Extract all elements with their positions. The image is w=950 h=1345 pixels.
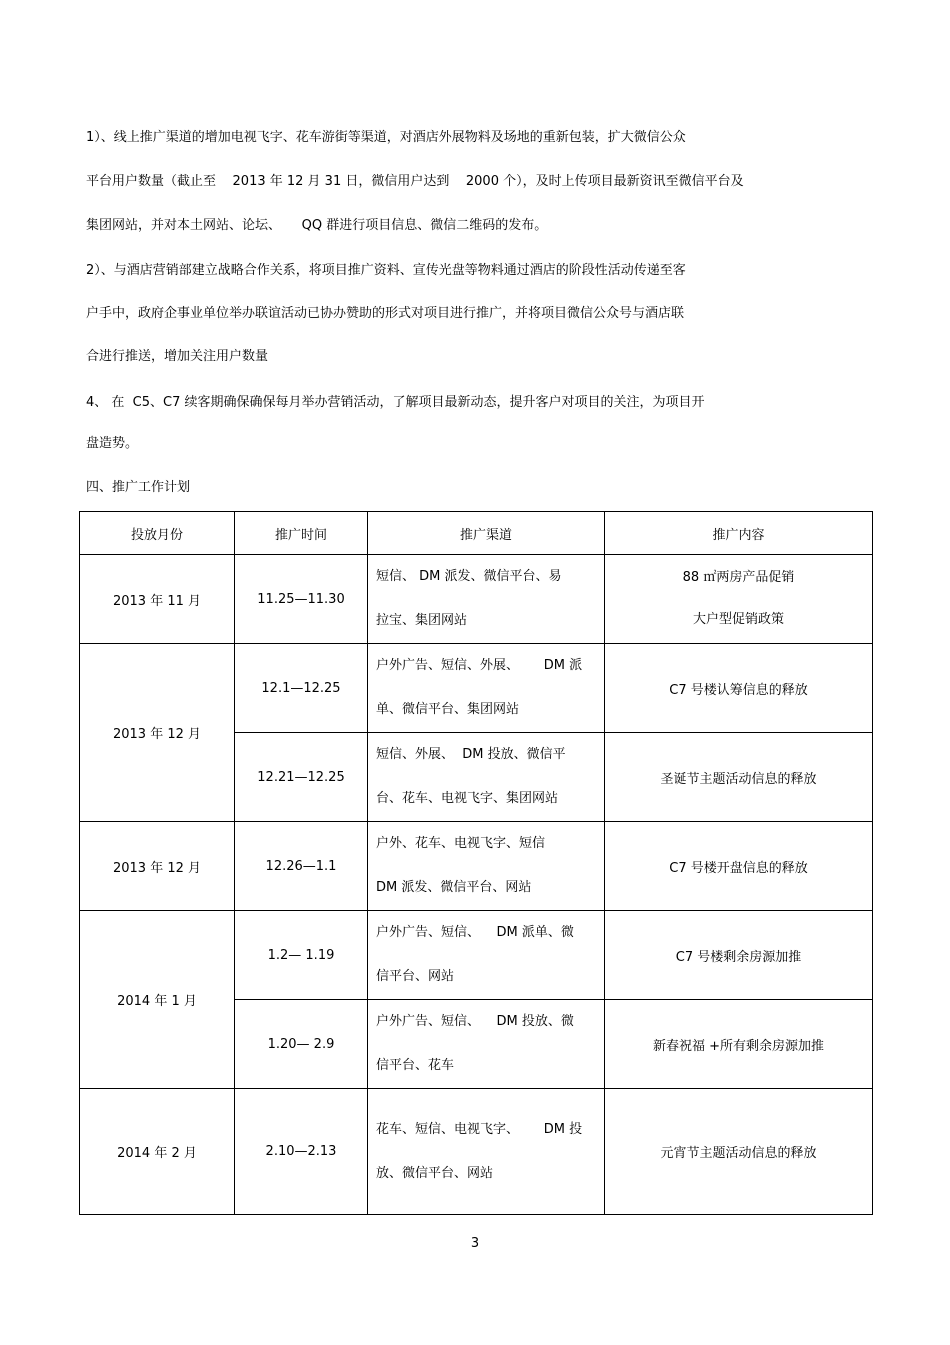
section-title: 四、推广工作计划 (86, 480, 191, 495)
time-cell: 11.25—11.30 (235, 555, 368, 644)
channel-line-2: 台、花车、电视飞字、集团网站 (376, 791, 559, 806)
page-number: 3 (470, 1236, 480, 1251)
channel-line-2: 拉宝、集团网站 (376, 613, 468, 628)
content-cell: 新春祝福 +所有剩余房源加推 (605, 1000, 873, 1089)
paragraph-3-line-2: 盘造势。 (86, 436, 139, 451)
channel-line-1: 户外广告、短信、 DM 派单、微 (376, 925, 574, 940)
content-line-1: 88 ㎡两房产品促销 (682, 570, 795, 585)
month-cell: 2013 年 12 月 (80, 822, 235, 911)
time-cell: 12.26—1.1 (235, 822, 368, 911)
header-channel: 推广渠道 (368, 512, 605, 555)
table-header-row (80, 512, 873, 555)
header-time: 推广时间 (235, 512, 368, 555)
channel-cell (368, 822, 605, 911)
content-cell (605, 555, 873, 644)
month-cell: 2014 年 1 月 (80, 911, 235, 1089)
channel-line-1: 户外广告、短信、外展、 DM 派 (376, 658, 583, 673)
time-cell: 1.20— 2.9 (235, 1000, 368, 1089)
paragraph-1-line-2: 平台用户数量（截止至 2013 年 12 月 31 日，微信用户达到 2000 个），及时上传项目最新资讯至微信平台及 (86, 174, 744, 189)
channel-line-1: 户外广告、短信、 DM 投放、微 (376, 1014, 574, 1029)
month-cell: 2013 年 12 月 (80, 644, 235, 822)
table-row (80, 822, 873, 911)
table-row (80, 644, 873, 733)
channel-cell (368, 1000, 605, 1089)
channel-line-2: 单、微信平台、集团网站 (376, 702, 520, 717)
content-cell: 圣诞节主题活动信息的释放 (605, 733, 873, 822)
channel-line-1: 短信、 DM 派发、微信平台、易 (376, 569, 562, 584)
header-content: 推广内容 (605, 512, 873, 555)
paragraph-2-line-2: 户手中，政府企事业单位举办联谊活动已协办赞助的形式对项目进行推广，并将项目微信公众号与酒店联 (86, 306, 685, 321)
channel-cell (368, 733, 605, 822)
table-row (80, 555, 873, 644)
content-cell: 元宵节主题活动信息的释放 (605, 1089, 873, 1215)
channel-line-1: 户外、花车、电视飞字、短信 (376, 836, 546, 851)
table-row (80, 911, 873, 1000)
time-cell: 12.21—12.25 (235, 733, 368, 822)
paragraph-2-line-1: 2）、与酒店营销部建立战略合作关系，将项目推广资料、宣传光盘等物料通过酒店的阶段性活动传递至客 (86, 263, 686, 278)
promotion-plan-table (79, 511, 873, 1215)
paragraph-1-line-1: 1）、线上推广渠道的增加电视飞字、花车游街等渠道，对酒店外展物料及场地的重新包装，扩大微信公众 (86, 130, 686, 145)
channel-line-1: 短信、外展、 DM 投放、微信平 (376, 747, 566, 762)
content-cell: C7 号楼认筹信息的释放 (605, 644, 873, 733)
channel-line-2: 信平台、花车 (376, 1058, 455, 1073)
channel-cell (368, 1089, 605, 1215)
content-cell: C7 号楼开盘信息的释放 (605, 822, 873, 911)
time-cell: 12.1—12.25 (235, 644, 368, 733)
paragraph-3-line-1: 4、 在 C5、C7 续客期确保确保每月举办营销活动，了解项目最新动态，提升客户对项目的关注，为项目开 (86, 395, 705, 410)
time-cell: 2.10—2.13 (235, 1089, 368, 1215)
channel-cell (368, 555, 605, 644)
paragraph-2-line-3: 合进行推送，增加关注用户数量 (86, 349, 269, 364)
channel-line-2: 信平台、网站 (376, 969, 455, 984)
paragraph-1-line-3: 集团网站，并对本土网站、论坛、 QQ 群进行项目信息、微信二维码的发布。 (86, 218, 548, 233)
content-line-2: 大户型促销政策 (692, 612, 784, 627)
time-cell: 1.2— 1.19 (235, 911, 368, 1000)
channel-line-2: DM 派发、微信平台、网站 (376, 880, 532, 895)
channel-line-1: 花车、短信、电视飞字、 DM 投 (376, 1121, 583, 1137)
month-cell: 2013 年 11 月 (80, 555, 235, 644)
channel-cell (368, 644, 605, 733)
header-month: 投放月份 (80, 512, 235, 555)
table-row (80, 1089, 873, 1215)
month-cell: 2014 年 2 月 (80, 1089, 235, 1215)
content-cell: C7 号楼剩余房源加推 (605, 911, 873, 1000)
channel-cell (368, 911, 605, 1000)
channel-line-2: 放、微信平台、网站 (376, 1165, 494, 1181)
